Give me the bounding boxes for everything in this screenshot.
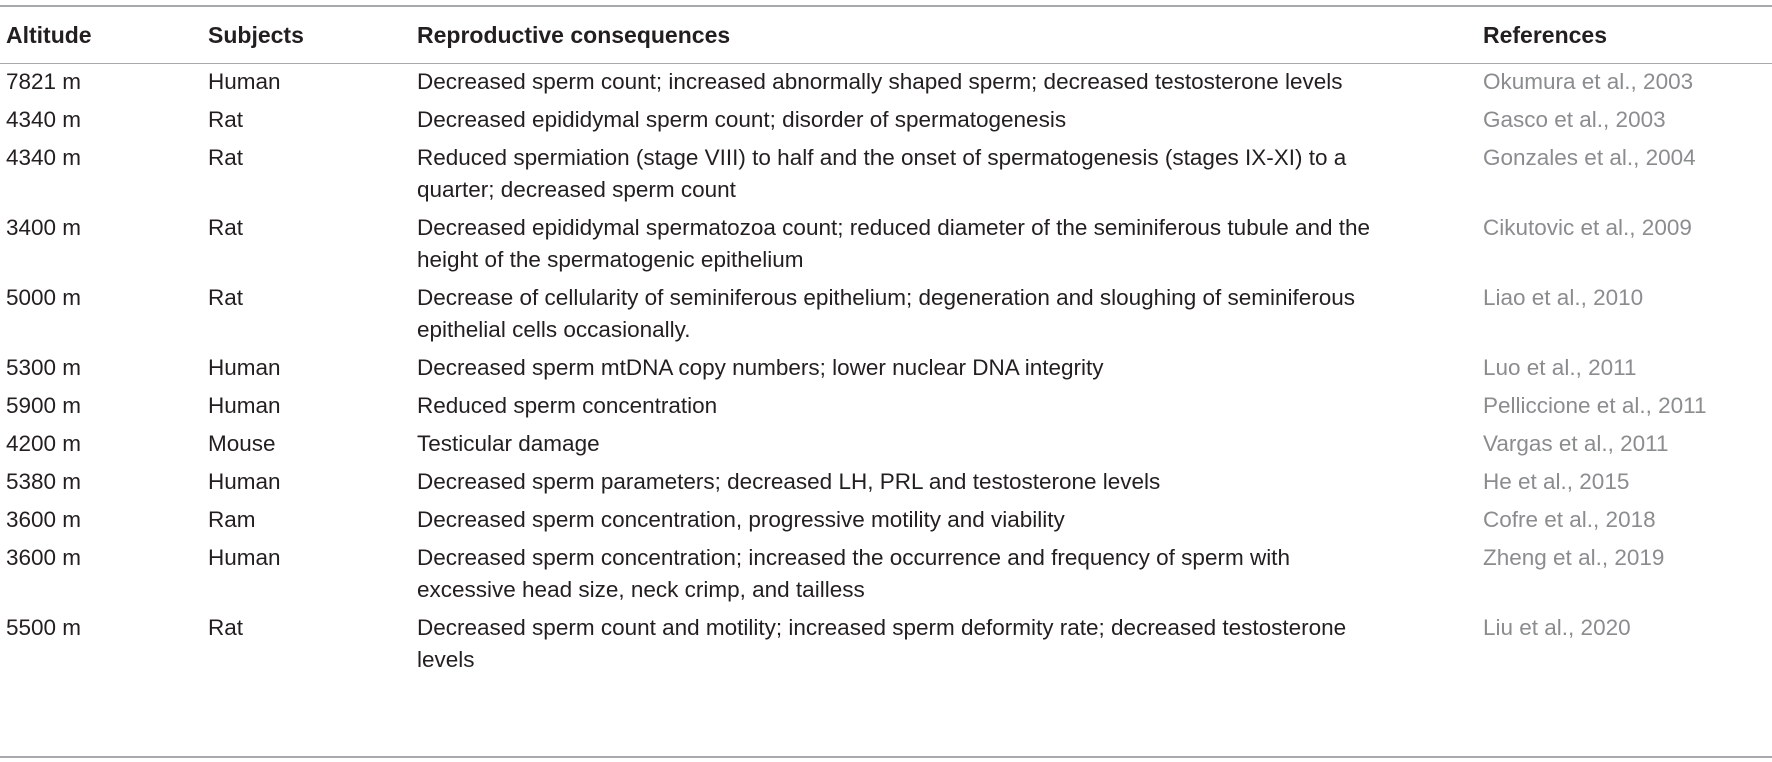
cell-subjects: Rat bbox=[208, 615, 244, 640]
cell-consequences: Decrease of cellularity of seminiferous epithelium; degeneration and sloughing of seminiferous epithelial cells occasionally. bbox=[417, 285, 1356, 342]
reference-link[interactable]: Vargas et al., 2011 bbox=[1483, 431, 1669, 456]
cell-subjects: Human bbox=[208, 469, 281, 494]
reference-link[interactable]: Liu et al., 2020 bbox=[1483, 615, 1631, 640]
table-row bbox=[0, 501, 1772, 539]
reference-link[interactable]: Gonzales et al., 2004 bbox=[1483, 145, 1696, 170]
table-row bbox=[0, 349, 1772, 387]
reference-link[interactable]: Gasco et al., 2003 bbox=[1483, 107, 1666, 132]
cell-consequences: Decreased sperm count; increased abnormally shaped sperm; decreased testosterone levels bbox=[417, 69, 1343, 94]
cell-altitude: 3600 m bbox=[6, 507, 82, 532]
cell-subjects: Human bbox=[208, 355, 281, 380]
cell-consequences: Decreased sperm parameters; decreased LH, PRL and testosterone levels bbox=[417, 469, 1161, 494]
cell-altitude: 4200 m bbox=[6, 431, 82, 456]
reference-link[interactable]: Zheng et al., 2019 bbox=[1483, 545, 1665, 570]
cell-altitude: 5300 m bbox=[6, 355, 82, 380]
cell-altitude: 4340 m bbox=[6, 145, 82, 170]
table-row bbox=[0, 425, 1772, 463]
cell-consequences: Reduced sperm concentration bbox=[417, 393, 718, 418]
cell-altitude: 5900 m bbox=[6, 393, 82, 418]
cell-subjects: Rat bbox=[208, 145, 244, 170]
cell-altitude: 5000 m bbox=[6, 285, 82, 310]
table-header-row bbox=[0, 7, 1772, 63]
cell-altitude: 4340 m bbox=[6, 107, 82, 132]
cell-subjects: Rat bbox=[208, 285, 244, 310]
cell-altitude: 3600 m bbox=[6, 545, 82, 570]
cell-consequences: Testicular damage bbox=[417, 431, 600, 456]
table-row bbox=[0, 101, 1772, 139]
cell-consequences: Decreased epididymal sperm count; disorder of spermatogenesis bbox=[417, 107, 1067, 132]
cell-altitude: 3400 m bbox=[6, 215, 82, 240]
cell-altitude: 7821 m bbox=[6, 69, 82, 94]
cell-altitude: 5500 m bbox=[6, 615, 82, 640]
reference-link[interactable]: Luo et al., 2011 bbox=[1483, 355, 1637, 380]
table-row bbox=[0, 387, 1772, 425]
table-row bbox=[0, 63, 1772, 101]
table-row bbox=[0, 609, 1772, 679]
cell-consequences: Decreased sperm concentration; increased the occurrence and frequency of sperm with excessive head size, neck crimp, and tailless bbox=[417, 545, 1290, 602]
header-consequences: Reproductive consequences bbox=[417, 21, 731, 48]
reference-link[interactable]: Cikutovic et al., 2009 bbox=[1483, 215, 1692, 240]
cell-subjects: Human bbox=[208, 69, 281, 94]
header-subjects: Subjects bbox=[208, 21, 304, 48]
table-row bbox=[0, 139, 1772, 209]
cell-subjects: Human bbox=[208, 545, 281, 570]
cell-subjects: Rat bbox=[208, 215, 244, 240]
reference-link[interactable]: Cofre et al., 2018 bbox=[1483, 507, 1656, 532]
table-row bbox=[0, 279, 1772, 349]
table-bottom-rule bbox=[0, 756, 1772, 758]
header-references: References bbox=[1483, 21, 1608, 48]
cell-consequences: Decreased sperm concentration, progressive motility and viability bbox=[417, 507, 1065, 532]
reference-link[interactable]: Pelliccione et al., 2011 bbox=[1483, 393, 1707, 418]
cell-consequences: Decreased sperm mtDNA copy numbers; lower nuclear DNA integrity bbox=[417, 355, 1104, 380]
table-row bbox=[0, 539, 1772, 609]
cell-altitude: 5380 m bbox=[6, 469, 82, 494]
cell-subjects: Ram bbox=[208, 507, 256, 532]
table-row bbox=[0, 463, 1772, 501]
cell-subjects: Human bbox=[208, 393, 281, 418]
reference-link[interactable]: Okumura et al., 2003 bbox=[1483, 69, 1694, 94]
cell-subjects: Mouse bbox=[208, 431, 276, 456]
cell-consequences: Reduced spermiation (stage VIII) to half and the onset of spermatogenesis (stages IX-XI) to a quarter; decreased sperm count bbox=[417, 145, 1347, 202]
reference-link[interactable]: Liao et al., 2010 bbox=[1483, 285, 1644, 310]
header-altitude: Altitude bbox=[6, 21, 92, 48]
table-row bbox=[0, 209, 1772, 279]
cell-consequences: Decreased epididymal spermatozoa count; reduced diameter of the seminiferous tubule and the height of the spermatogenic epithelium bbox=[417, 215, 1371, 272]
cell-subjects: Rat bbox=[208, 107, 244, 132]
altitude-reproduction-table bbox=[0, 7, 1772, 679]
reference-link[interactable]: He et al., 2015 bbox=[1483, 469, 1630, 494]
cell-consequences: Decreased sperm count and motility; increased sperm deformity rate; decreased testosterone levels bbox=[417, 615, 1347, 672]
